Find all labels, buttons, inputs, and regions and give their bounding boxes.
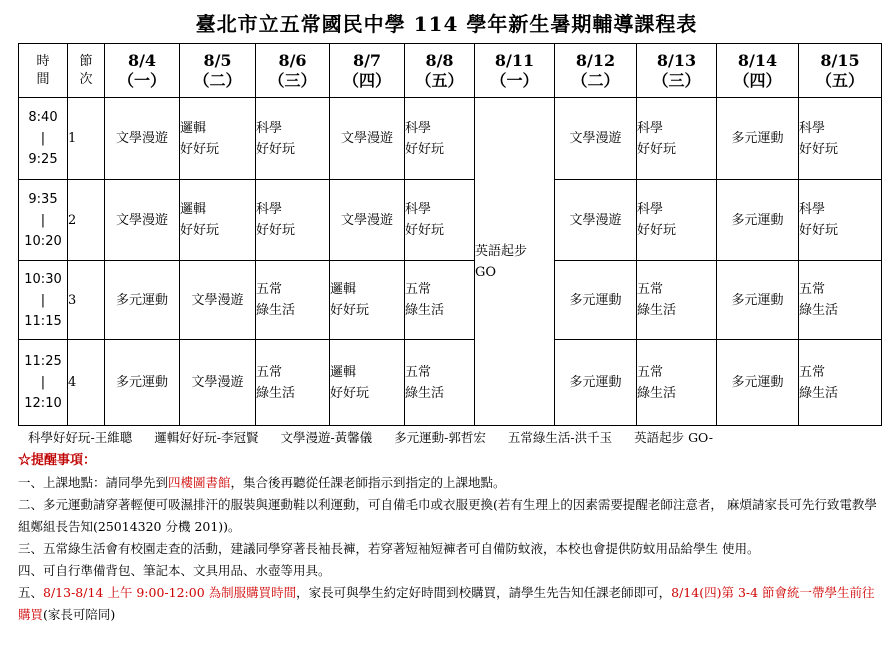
course-cell: 文學漫遊 xyxy=(555,180,637,261)
reminder-notes xyxy=(18,450,884,626)
time-cell: 9:35 | 10:20 xyxy=(19,180,68,261)
day-header: 8/15 （五） xyxy=(799,44,882,98)
period-cell: 1 xyxy=(68,98,105,180)
table-row xyxy=(19,180,882,261)
course-cell: 邏輯 好好玩 xyxy=(180,98,256,180)
course-cell: 邏輯 好好玩 xyxy=(330,340,405,426)
course-cell: 五常 綠生活 xyxy=(256,340,330,426)
day-header: 8/11 （一） xyxy=(475,44,555,98)
course-cell: 多元運動 xyxy=(105,261,180,340)
course-cell: 多元運動 xyxy=(717,180,799,261)
course-cell: 多元運動 xyxy=(717,261,799,340)
course-cell: 五常 綠生活 xyxy=(637,261,717,340)
day-header: 8/8 （五） xyxy=(405,44,475,98)
page-title: 臺北市立五常國民中學 114 學年新生暑期輔導課程表 xyxy=(195,12,698,36)
note-item: 二、多元運動請穿著輕便可吸濕排汗的服裝與運動鞋以利運動，可自備毛巾或衣服更換(若有生理上的因素需要提醒老師注意者， 麻煩請家長可先行致電教學組鄭組長告知(25014320 分機 201))。 xyxy=(18,497,877,534)
course-cell: 五常 綠生活 xyxy=(256,261,330,340)
course-cell: 文學漫遊 xyxy=(555,98,637,180)
course-cell: 科學 好好玩 xyxy=(637,180,717,261)
table-row xyxy=(19,261,882,340)
course-cell: 邏輯 好好玩 xyxy=(180,180,256,261)
course-cell: 文學漫遊 xyxy=(330,98,405,180)
teacher-item: 科學好好玩-王維聰 xyxy=(28,430,133,445)
teacher-item: 英語起步 GO- xyxy=(634,430,713,445)
day-header: 8/13 （三） xyxy=(637,44,717,98)
course-cell: 邏輯 好好玩 xyxy=(330,261,405,340)
course-cell: 多元運動 xyxy=(105,340,180,426)
course-cell: 科學 好好玩 xyxy=(637,98,717,180)
note-item: 五、8/13-8/14 上午 9:00-12:00 為制服購買時間，家長可與學生約定好時間到校購買，請學生先告知任課老師即可，8/14(四)第 3-4 節會統一帶學生前往購買(家長可陪同) xyxy=(18,585,875,622)
course-cell: 五常 綠生活 xyxy=(637,340,717,426)
course-cell: 多元運動 xyxy=(717,98,799,180)
merged-english-cell: 英語起步 GO xyxy=(475,98,555,426)
period-cell: 4 xyxy=(68,340,105,426)
period-header: 節 次 xyxy=(68,44,105,98)
course-cell: 文學漫遊 xyxy=(180,261,256,340)
day-header: 8/7 （四） xyxy=(330,44,405,98)
header-row xyxy=(19,44,882,98)
note-item: 四、可自行準備背包、筆記本、文具用品、水壺等用具。 xyxy=(18,563,331,578)
course-cell: 多元運動 xyxy=(555,261,637,340)
course-cell: 文學漫遊 xyxy=(180,340,256,426)
course-cell: 科學 好好玩 xyxy=(256,180,330,261)
day-header: 8/12 （二） xyxy=(555,44,637,98)
teacher-item: 文學漫遊-黃馨儀 xyxy=(280,430,373,445)
day-header: 8/4 （一） xyxy=(105,44,180,98)
course-cell: 多元運動 xyxy=(717,340,799,426)
course-cell: 科學 好好玩 xyxy=(405,180,475,261)
table-row xyxy=(19,98,882,180)
teacher-list xyxy=(28,428,731,446)
course-cell: 文學漫遊 xyxy=(105,180,180,261)
course-cell: 多元運動 xyxy=(555,340,637,426)
course-cell: 五常 綠生活 xyxy=(405,261,475,340)
time-header: 時 間 xyxy=(19,44,68,98)
day-header: 8/14 （四） xyxy=(717,44,799,98)
course-cell: 科學 好好玩 xyxy=(799,98,882,180)
teacher-item: 五常綠生活-洪千玉 xyxy=(507,430,613,445)
time-cell: 11:25 | 12:10 xyxy=(19,340,68,426)
course-cell: 五常 綠生活 xyxy=(799,261,882,340)
period-cell: 3 xyxy=(68,261,105,340)
course-cell: 科學 好好玩 xyxy=(799,180,882,261)
time-cell: 8:40 | 9:25 xyxy=(19,98,68,180)
period-cell: 2 xyxy=(68,180,105,261)
note-item: 三、五常綠生活會有校園走查的活動，建議同學穿著長袖長褲，若穿著短袖短褲者可自備防蚊液，本校也會提供防蚊用品給學生 使用。 xyxy=(18,541,760,556)
day-header: 8/5 （二） xyxy=(180,44,256,98)
table-row xyxy=(19,340,882,426)
schedule-table xyxy=(18,43,882,426)
teacher-item: 邏輯好好玩-李冠賢 xyxy=(154,430,259,445)
day-header: 8/6 （三） xyxy=(256,44,330,98)
course-cell: 科學 好好玩 xyxy=(256,98,330,180)
teacher-item: 多元運動-郭哲宏 xyxy=(394,430,486,445)
course-cell: 五常 綠生活 xyxy=(405,340,475,426)
course-cell: 文學漫遊 xyxy=(105,98,180,180)
note-item: 一、上課地點：請同學先到四樓圖書館，集合後再聽從任課老師指示到指定的上課地點。 xyxy=(18,475,506,490)
course-cell: 科學 好好玩 xyxy=(405,98,475,180)
course-cell: 文學漫遊 xyxy=(330,180,405,261)
course-cell: 五常 綠生活 xyxy=(799,340,882,426)
time-cell: 10:30 | 11:15 xyxy=(19,261,68,340)
notes-heading: ☆提醒事項： xyxy=(18,453,97,468)
